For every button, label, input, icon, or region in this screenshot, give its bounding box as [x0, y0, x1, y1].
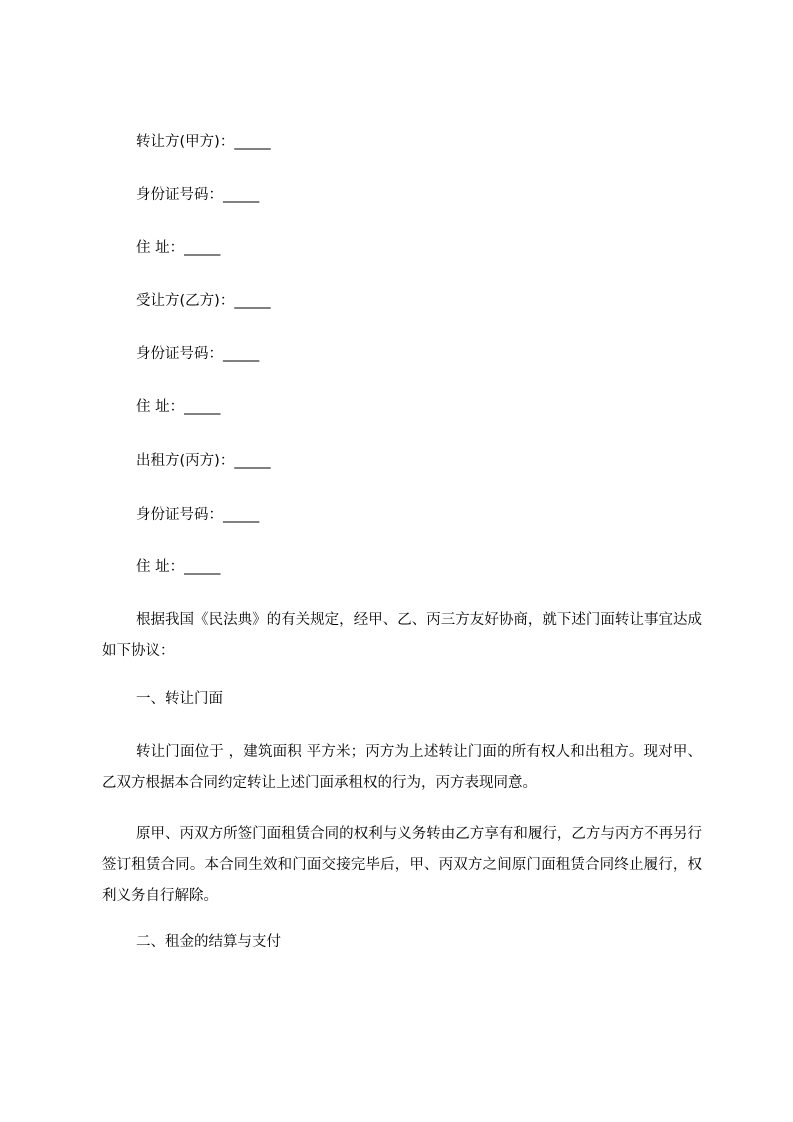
section-1-paragraph-1: 转让门面位于 ，建筑面积 平方米；丙方为上述转让门面的所有权人和出租方。现对甲、乙双方根据本合同约定转让上述门面承租权的行为，丙方表现同意。	[102, 744, 702, 791]
section-1-paragraph-2: 原甲、丙双方所签门面租赁合同的权利与义务转由乙方享有和履行，乙方与丙方不再另行签订租赁合同。本合同生效和门面交接完毕后，甲、丙双方之间原门面租赁合同终止履行，权利义务自行解除。	[102, 826, 702, 904]
section-1-heading: 一、转让门面	[136, 691, 223, 707]
lessor-address-field: 住 址：_____	[136, 559, 221, 575]
lessor-id-field: 身份证号码：_____	[136, 507, 260, 523]
lessor-field: 出租方(丙方)：_____	[136, 453, 271, 469]
transferor-address-field: 住 址：_____	[136, 240, 221, 256]
transferee-address-field: 住 址：_____	[136, 399, 221, 415]
section-2-heading: 二、租金的结算与支付	[136, 934, 281, 950]
intro-paragraph: 根据我国《民法典》的有关规定，经甲、乙、丙三方友好协商，就下述门面转让事宜达成如下协议：	[102, 612, 702, 659]
transferee-field: 受让方(乙方)：_____	[136, 293, 271, 309]
transferor-id-field: 身份证号码：_____	[136, 187, 260, 203]
transferor-field: 转让方(甲方)：_____	[136, 134, 271, 150]
transferee-id-field: 身份证号码：_____	[136, 346, 260, 362]
